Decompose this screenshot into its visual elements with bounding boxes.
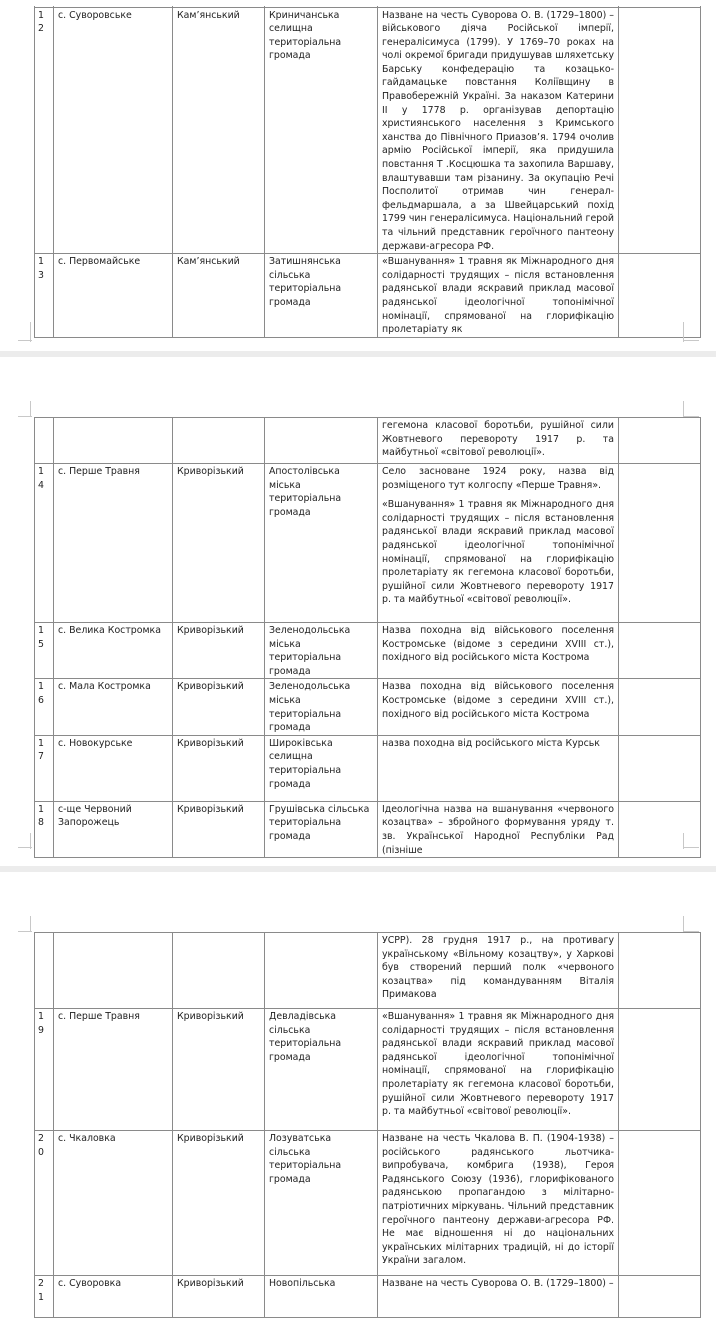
places-table (34, 417, 701, 858)
naming-description (378, 7, 619, 254)
community-name: Грушівська сільська територіальна громада (265, 801, 378, 857)
note-cell (619, 1131, 701, 1276)
row-number: 21 (35, 1276, 54, 1318)
naming-description (378, 735, 619, 801)
document-page-1 (0, 0, 716, 351)
district-name: Кам’янський (173, 7, 265, 254)
description-paragraph: «Вшанування» 1 травня як Міжнародного дня солідарності трудящих – після встановлення радянської влади яскравий приклад масової радянської ідеологічної топонімічної номінації, спрямованої на глорифікацію пролетаріату як (382, 256, 614, 336)
naming-description (378, 801, 619, 857)
places-table (34, 932, 701, 1318)
description-paragraph: гегемона класової боротьби, рушійної сили Жовтневого перевороту 1917 р. та майбутньої «світової революції». (382, 420, 614, 459)
description-paragraph: Назване на честь Суворова О. В. (1729–1800) – (382, 1278, 614, 1289)
description-paragraph: Ідеологічна назва на вшанування «червоного козацтва» – збройного формування уряду т. зв. Української Народної Республіки Рад (пізніше (382, 803, 614, 856)
naming-description (378, 1131, 619, 1276)
places-table (34, 6, 701, 338)
note-cell (619, 7, 701, 254)
page-corner-mark (683, 833, 684, 849)
description-paragraph: Назва походна від військового поселення Костромське (відоме з середини XVIII ст.), похідного від російського міста Кострома (382, 681, 614, 720)
district-name: Кам’янський (173, 254, 265, 338)
page-corner-mark (30, 916, 31, 932)
village-name: с. Велика Костромка (54, 623, 173, 679)
note-cell (619, 679, 701, 735)
description-paragraph: «Вшанування» 1 травня як Міжнародного дня солідарності трудящих – після встановлення радянської влади яскравий приклад масової радянської ідеологічної топонімічної номінації, спрямованої на глорифікацію пролетаріату як гегемона класової боротьби, рушійної сили Жовтневого перевороту 1917 р. та майбутньої «світової революції». (382, 499, 614, 606)
table-row (35, 1009, 701, 1131)
description-paragraph: Село засноване 1924 року, назва від розміщеного тут колгоспу «Перше Травня». (382, 466, 614, 491)
district-name: Криворізький (173, 464, 265, 623)
village-name: с. Перше Травня (54, 464, 173, 623)
row-number: 12 (35, 7, 54, 254)
row-number: 16 (35, 679, 54, 735)
note-cell (619, 418, 701, 464)
naming-description (378, 254, 619, 338)
document-page-3 (0, 872, 716, 1303)
community-name: Лозуватська сільська територіальна громада (265, 1131, 378, 1276)
note-cell (619, 1276, 701, 1318)
note-cell (619, 735, 701, 801)
row-number: 18 (35, 801, 54, 857)
note-cell (619, 933, 701, 1009)
community-name: Затишнянська сільська територіальна громада (265, 254, 378, 338)
community-name (265, 933, 378, 1009)
table-row (35, 679, 701, 735)
page-corner-mark (683, 322, 684, 342)
district-name (173, 418, 265, 464)
community-name: Зеленодольська міська територіальна громада (265, 679, 378, 735)
community-name: Апостолівська міська територіальна громада (265, 464, 378, 623)
table-row (35, 418, 701, 464)
village-name: с. Суворовське (54, 7, 173, 254)
community-name: Новопільська (265, 1276, 378, 1318)
description-paragraph: Назване на честь Суворова О. В. (1729–1800) – військового діяча Російської імперії, генералісимуса (1799). У 1769–70 роках на чолі окремої бригади придушував шляхетську Барську конфедерацію та козацько-гайдамацьке повстання Коліївщину в Правобережній Україні. За наказом Катерини ІІ у 1778 р. організував депортацію християнського населення з Кримського ханства до Північного Приазов’я. 1794 очолив армію Російської імперії, яка придушила повстання Т .Косцюшка та захопила Варшаву, влаштувавши там різанину. За окупацію Речі Посполитої отримав чин генерал-фельдмаршала, а за Швейцарський похід 1799 чин генералісимуса. Національний герой та чільний представник героїчного пантеону держави-агресора РФ. (382, 9, 614, 252)
page-corner-mark (683, 340, 699, 341)
table-row (35, 623, 701, 679)
note-cell (619, 1009, 701, 1131)
village-name: с. Новокурське (54, 735, 173, 801)
page-corner-mark (30, 322, 31, 342)
row-number (35, 933, 54, 1009)
description-paragraph: Назва походна від військового поселення Костромське (відоме з середини XVIII ст.), похідного від російського міста Кострома (382, 625, 614, 664)
document-page-2 (0, 357, 716, 866)
row-number: 15 (35, 623, 54, 679)
naming-description (378, 464, 619, 623)
district-name: Криворізький (173, 1131, 265, 1276)
row-number: 17 (35, 735, 54, 801)
village-name (54, 933, 173, 1009)
naming-description (378, 933, 619, 1009)
village-name: с. Мала Костромка (54, 679, 173, 735)
naming-description (378, 679, 619, 735)
row-number: 14 (35, 464, 54, 623)
page-corner-mark (30, 833, 31, 849)
district-name: Криворізький (173, 623, 265, 679)
table-row (35, 254, 701, 338)
description-paragraph: «Вшанування» 1 травня як Міжнародного дня солідарності трудящих – після встановлення радянської влади яскравий приклад масової радянської ідеологічної топонімічної номінації, спрямованої на глорифікацію пролетаріату як гегемона класової боротьби, рушійної сили Жовтневого перевороту 1917 р. та майбутньої «світової революції». (382, 1011, 614, 1118)
row-number: 13 (35, 254, 54, 338)
page-corner-mark (683, 847, 699, 848)
table-row (35, 801, 701, 857)
community-name (265, 418, 378, 464)
village-name: с. Суворовка (54, 1276, 173, 1318)
table-row (35, 735, 701, 801)
village-name: с. Первомайське (54, 254, 173, 338)
district-name: Криворізький (173, 1276, 265, 1318)
note-cell (619, 801, 701, 857)
note-cell (619, 254, 701, 338)
community-name: Широківська селищна територіальна громада (265, 735, 378, 801)
note-cell (619, 623, 701, 679)
page-corner-mark (683, 401, 684, 417)
page-corner-mark (683, 916, 684, 932)
row-number (35, 418, 54, 464)
table-row (35, 7, 701, 254)
naming-description (378, 1276, 619, 1318)
description-paragraph: Назване на честь Чкалова В. П. (1904-1938) – російського радянського льотчика-випробувача, комбрига (1938), Героя Радянського Союзу (1936), глорифікованого радянською пропагандою з мілітарно-патріотичних міркувань. Чільний представник героїчного пантеону держави-агресора РФ. Не має відношення ні до національних українських мілітарних традицій, ні до історії України загалом. (382, 1133, 614, 1267)
district-name: Криворізький (173, 679, 265, 735)
row-number: 19 (35, 1009, 54, 1131)
table-row (35, 464, 701, 623)
community-name: Девладівська сільська територіальна громада (265, 1009, 378, 1131)
village-name: с-ще Червоний Запорожець (54, 801, 173, 857)
community-name: Зеленодольська міська територіальна громада (265, 623, 378, 679)
table-row (35, 1276, 701, 1318)
district-name (173, 933, 265, 1009)
row-number: 20 (35, 1131, 54, 1276)
note-cell (619, 464, 701, 623)
community-name: Криничанська селищна територіальна громада (265, 7, 378, 254)
village-name (54, 418, 173, 464)
description-paragraph: назва походна від російського міста Курськ (382, 737, 600, 749)
description-paragraph: УСРР). 28 грудня 1917 р., на противагу українському «Вільному козацтву», у Харкові був створений перший полк «червоного козацтва» під командуванням Віталія Примакова (382, 935, 614, 1001)
table-row (35, 1131, 701, 1276)
table-row (35, 933, 701, 1009)
naming-description (378, 1009, 619, 1131)
district-name: Криворізький (173, 1009, 265, 1131)
naming-description (378, 623, 619, 679)
naming-description (378, 418, 619, 464)
village-name: с. Чкаловка (54, 1131, 173, 1276)
district-name: Криворізький (173, 735, 265, 801)
village-name: с. Перше Травня (54, 1009, 173, 1131)
page-corner-mark (30, 401, 31, 417)
district-name: Криворізький (173, 801, 265, 857)
